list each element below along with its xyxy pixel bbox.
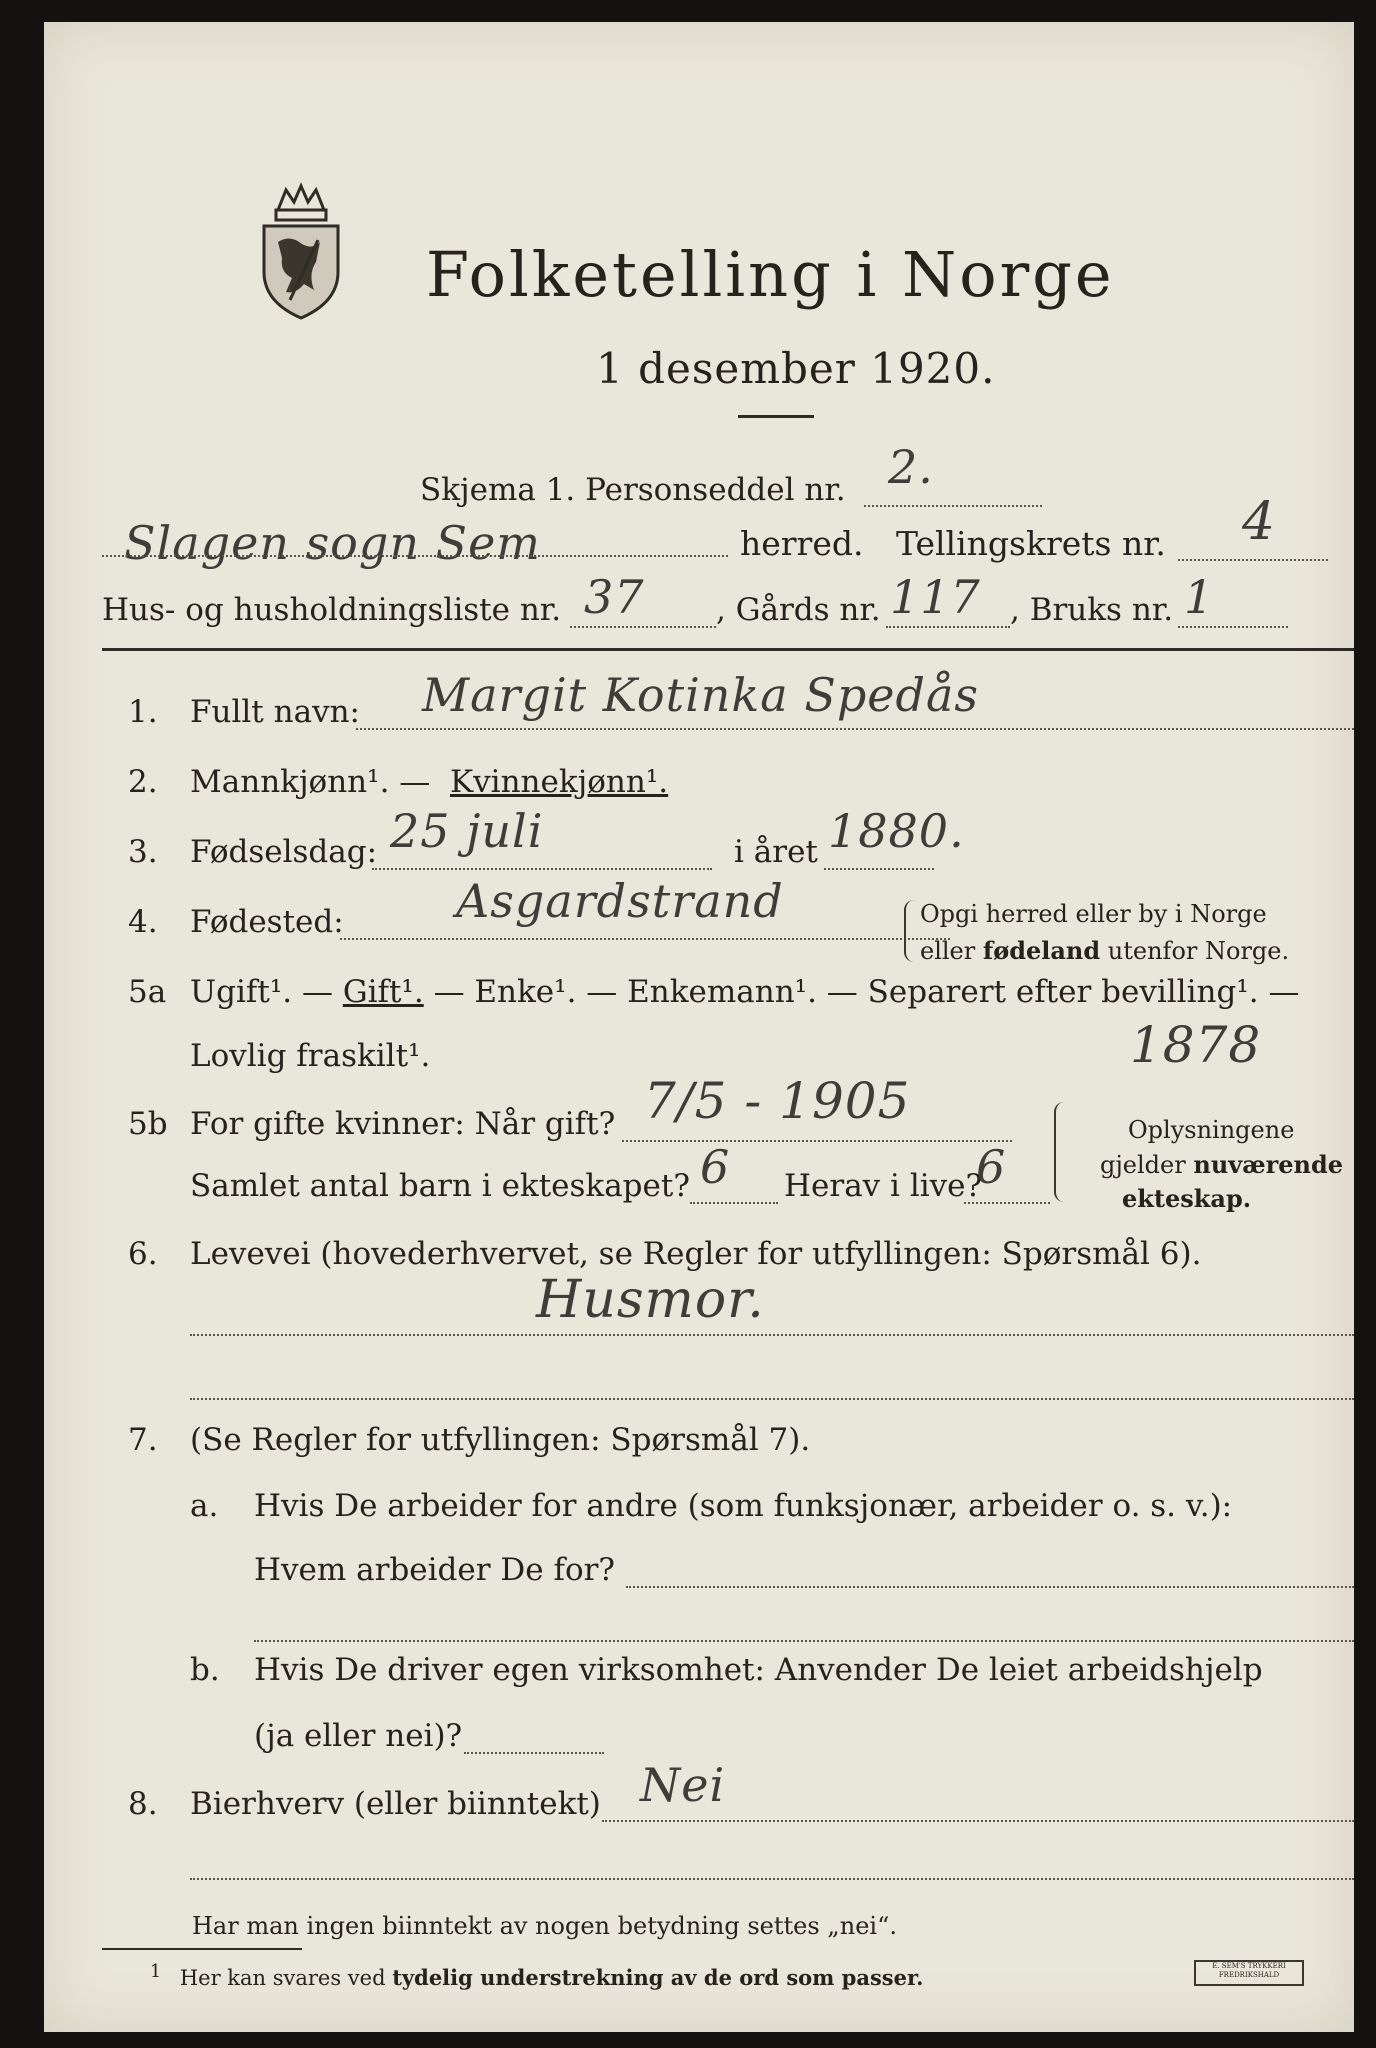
q2-number: 2. xyxy=(128,764,158,800)
herred-field[interactable] xyxy=(102,555,728,557)
gards-field[interactable] xyxy=(886,626,1010,628)
bruks-field[interactable] xyxy=(1178,626,1288,628)
employer-field-1[interactable] xyxy=(626,1586,1354,1588)
q7b-text: Hvis De driver egen virksomhet: Anvender De leiet arbeidshjelp xyxy=(254,1652,1263,1688)
herred-value: Slagen sogn Sem xyxy=(124,516,541,570)
q4-note-post: utenfor Norge. xyxy=(1107,937,1290,965)
q7b-number: b. xyxy=(190,1652,220,1688)
hired-help-field[interactable] xyxy=(464,1752,604,1754)
full-name-value: Margit Kotinka Spedås xyxy=(422,668,980,722)
children-total-field[interactable] xyxy=(690,1202,778,1204)
birth-year-field[interactable] xyxy=(824,868,934,870)
bruks-label: , Bruks nr. xyxy=(1010,592,1174,628)
footnote xyxy=(150,1962,923,1990)
employer-field-2[interactable] xyxy=(254,1640,1354,1642)
footnote-number: 1 xyxy=(150,1962,162,1982)
form-title: Folketelling i Norge xyxy=(426,238,1115,311)
children-total-value: 6 xyxy=(700,1140,731,1194)
q5b-label3: Herav i live? xyxy=(784,1168,983,1204)
q5a-number: 5a xyxy=(128,974,167,1010)
footer-note: Har man ingen biinntekt av nogen betydning settes „nei“. xyxy=(192,1912,897,1940)
herred-label: herred. xyxy=(740,524,864,563)
q4-note-line1: Opgi herred eller by i Norge xyxy=(920,900,1267,928)
q7-label: (Se Regler for utfyllingen: Spørsmål 7). xyxy=(190,1422,811,1458)
printer-stamp xyxy=(1194,1960,1304,1986)
q2-mannkjonn: Mannkjønn¹. — xyxy=(190,764,431,800)
bruks-value: 1 xyxy=(1184,570,1215,624)
q5b-note-pre: gjelder xyxy=(1100,1151,1186,1179)
occupation-value: Husmor. xyxy=(536,1270,765,1330)
stamp-line1: E. SEM'S TRYKKERI xyxy=(1212,1962,1286,1970)
q4-note-pre: eller xyxy=(920,937,976,965)
husliste-field[interactable] xyxy=(570,626,716,628)
gards-label: , Gårds nr. xyxy=(716,592,881,628)
q1-label: Fullt navn: xyxy=(190,694,360,730)
personseddel-value: 2. xyxy=(888,440,934,494)
form-date: 1 desember 1920. xyxy=(596,344,996,393)
husliste-label: Hus- og husholdningsliste nr. xyxy=(102,592,562,628)
side-income-field-2[interactable] xyxy=(190,1878,1354,1880)
birthday-field[interactable] xyxy=(372,868,712,870)
q7b-question: (ja eller nei)? xyxy=(254,1718,463,1754)
children-alive-value: 6 xyxy=(976,1140,1007,1194)
q5b-note-line2 xyxy=(1100,1150,1343,1179)
q5b-number: 5b xyxy=(128,1106,168,1142)
tellingskrets-field[interactable] xyxy=(1178,559,1328,561)
q3-year-label: i året xyxy=(734,834,818,870)
husliste-value: 37 xyxy=(584,570,645,624)
birthplace-field[interactable] xyxy=(340,938,950,940)
q5b-label1: For gifte kvinner: Når gift? xyxy=(190,1106,616,1142)
married-date-field[interactable] xyxy=(622,1140,1012,1142)
occupation-field-2[interactable] xyxy=(190,1398,1354,1400)
footnote-divider xyxy=(102,1948,302,1950)
q2-kvinnekjonn: Kvinnekjønn¹. xyxy=(450,764,669,800)
gards-value: 117 xyxy=(890,570,981,624)
q5b-label2: Samlet antal barn i ekteskapet? xyxy=(190,1168,690,1204)
q3-label: Fødselsdag: xyxy=(190,834,378,870)
q5b-note-line3: ekteskap. xyxy=(1122,1184,1252,1213)
q7a-question: Hvem arbeider De for? xyxy=(254,1552,616,1588)
full-name-field[interactable] xyxy=(356,728,1354,730)
birthplace-value: Asgardstrand xyxy=(456,874,784,928)
q5b-note-brace xyxy=(1054,1102,1068,1202)
married-date-value: 7/5 - 1905 xyxy=(644,1072,911,1130)
tellingskrets-label: Tellingskrets nr. xyxy=(896,524,1166,563)
q5a-margin-note: 1878 xyxy=(1130,1016,1262,1074)
q4-number: 4. xyxy=(128,904,158,940)
census-form-page xyxy=(44,22,1354,2032)
title-divider xyxy=(738,415,814,418)
side-income-value: Nei xyxy=(640,1758,726,1812)
q5a-ugift: Ugift¹. — xyxy=(190,974,333,1010)
stamp-line2: FREDRIKSHALD xyxy=(1218,1971,1280,1979)
q5a-rest: — Enke¹. — Enkemann¹. — Separert efter bevilling¹. — xyxy=(433,974,1300,1010)
personseddel-field[interactable] xyxy=(864,505,1042,507)
q4-note-line2 xyxy=(920,936,1289,965)
q3-number: 3. xyxy=(128,834,158,870)
footnote-bold: tydelig understrekning av de ord som passer. xyxy=(392,1965,924,1990)
q5a-gift: Gift¹. xyxy=(342,974,424,1010)
header-divider xyxy=(102,648,1354,651)
birth-year-value: 1880. xyxy=(828,804,965,858)
occupation-field-1[interactable] xyxy=(190,1334,1354,1336)
tellingskrets-value: 4 xyxy=(1242,492,1277,552)
q4-label: Fødested: xyxy=(190,904,344,940)
q7a-text: Hvis De arbeider for andre (som funksjonær, arbeider o. s. v.): xyxy=(254,1488,1233,1524)
footnote-pre: Her kan svares ved xyxy=(179,1966,386,1990)
q4-note-brace xyxy=(904,900,916,962)
q8-number: 8. xyxy=(128,1786,158,1822)
children-alive-field[interactable] xyxy=(964,1202,1050,1204)
q7-number: 7. xyxy=(128,1422,158,1458)
q8-label: Bierhverv (eller biinntekt) xyxy=(190,1786,601,1822)
side-income-field-1[interactable] xyxy=(602,1820,1354,1822)
q6-label: Levevei (hovederhvervet, se Regler for utfyllingen: Spørsmål 6). xyxy=(190,1236,1202,1272)
q5a-line1 xyxy=(190,974,1299,1010)
q5b-note-line1: Oplysningene xyxy=(1128,1116,1295,1144)
coat-of-arms-icon xyxy=(256,182,346,322)
skjema-label: Skjema 1. Personseddel nr. xyxy=(420,472,846,508)
birthday-value: 25 juli xyxy=(390,804,544,858)
q6-number: 6. xyxy=(128,1236,158,1272)
q7a-number: a. xyxy=(190,1488,219,1524)
q5b-note-bold: nuværende xyxy=(1193,1150,1344,1179)
q5a-line2: Lovlig fraskilt¹. xyxy=(190,1038,431,1074)
q4-note-bold: fødeland xyxy=(982,936,1101,965)
q1-number: 1. xyxy=(128,694,158,730)
